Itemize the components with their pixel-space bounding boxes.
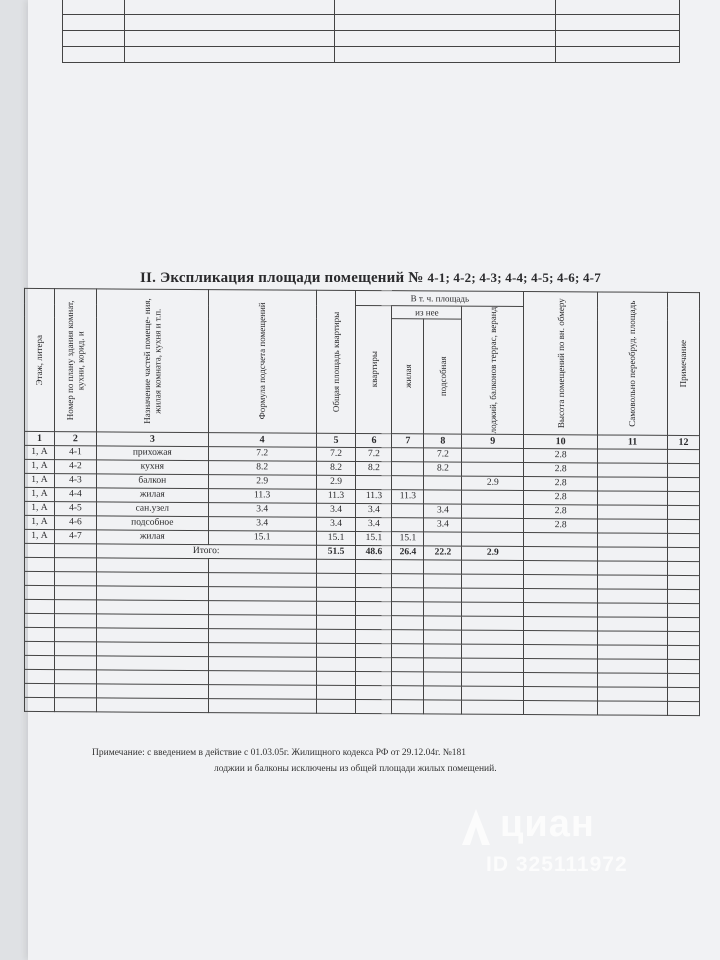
cell-empty bbox=[208, 600, 316, 615]
header-room-number: Номер по плану здания комнат, кухни, корид. и bbox=[54, 289, 96, 432]
cell-formula: 2.9 bbox=[208, 474, 316, 489]
cell-empty bbox=[25, 557, 55, 571]
cell-purpose: жилая bbox=[96, 487, 208, 502]
cell-empty bbox=[424, 699, 462, 713]
cell-height: 2.8 bbox=[524, 504, 598, 518]
cell-empty bbox=[667, 533, 699, 547]
header-loggia: лоджий, балконов террас, веранд bbox=[462, 306, 524, 434]
cell-empty bbox=[598, 644, 668, 658]
footnote-line-2: лоджии и балконы исключены из общей площади жилых помещений. bbox=[214, 764, 497, 774]
cell-empty bbox=[208, 642, 316, 657]
cell-total-area: 8.2 bbox=[316, 461, 356, 475]
cell-height bbox=[524, 532, 598, 546]
cell-empty bbox=[667, 603, 699, 617]
cell-empty bbox=[356, 699, 392, 713]
heading-title: II. Экспликация площади помещений № bbox=[140, 270, 424, 286]
cell-loggia-area bbox=[462, 532, 524, 546]
cell-empty bbox=[392, 601, 424, 615]
cell-empty bbox=[392, 643, 424, 657]
cell-empty bbox=[25, 697, 55, 711]
watermark-logo-icon bbox=[456, 805, 496, 849]
footnote-line-1: Примечание: с введением в действие с 01.03.05г. Жилищного кодекса РФ от 29.12.04г. №181 bbox=[92, 748, 467, 758]
cell-empty bbox=[316, 685, 356, 699]
cell-empty bbox=[96, 585, 208, 600]
cell-empty bbox=[208, 684, 316, 699]
cell-empty bbox=[356, 671, 392, 685]
cell-empty bbox=[524, 686, 598, 700]
cell-empty bbox=[667, 673, 699, 687]
cell-floor: 1, А bbox=[25, 473, 55, 487]
cell-empty bbox=[667, 449, 699, 463]
cell-formula: 3.4 bbox=[208, 516, 316, 531]
cell-empty bbox=[462, 686, 524, 700]
cell-empty bbox=[667, 659, 699, 673]
header-floor: Этаж, литера bbox=[25, 288, 55, 431]
cell-total-area: 15.1 bbox=[316, 531, 356, 545]
cell-empty bbox=[462, 700, 524, 714]
cell-empty bbox=[667, 463, 699, 477]
cell-floor: 1, А bbox=[25, 515, 55, 529]
cell-auxiliary-area bbox=[424, 489, 462, 503]
cell-empty bbox=[316, 657, 356, 671]
cell-empty bbox=[392, 685, 424, 699]
cell-loggia-area bbox=[462, 448, 524, 462]
cell-formula: 7.2 bbox=[208, 446, 316, 461]
cell-empty bbox=[96, 655, 208, 670]
cell-floor: 1, А bbox=[25, 501, 55, 515]
cell-empty bbox=[392, 615, 424, 629]
cell-total-area: 7.2 bbox=[316, 447, 356, 461]
cell-empty bbox=[96, 641, 208, 656]
cell-empty bbox=[598, 630, 668, 644]
cell-empty bbox=[524, 560, 598, 574]
header-living: жилая bbox=[392, 319, 424, 434]
cell-living-area: 11.3 bbox=[392, 489, 424, 503]
cell-empty bbox=[356, 559, 392, 573]
cell-formula: 15.1 bbox=[208, 530, 316, 545]
cell-empty bbox=[356, 587, 392, 601]
cell-empty bbox=[25, 613, 55, 627]
cell-empty bbox=[356, 615, 392, 629]
cell-empty bbox=[424, 615, 462, 629]
heading-room-numbers: 4-1; 4-2; 4-3; 4-4; 4-5; 4-6; 4-7 bbox=[427, 270, 601, 285]
cell-empty bbox=[598, 602, 668, 616]
cell-empty bbox=[54, 585, 96, 599]
cell-empty bbox=[208, 572, 316, 587]
cell-empty bbox=[208, 558, 316, 573]
cell-empty bbox=[667, 561, 699, 575]
cell-empty bbox=[25, 683, 55, 697]
cell-empty bbox=[54, 627, 96, 641]
header-note: Примечание bbox=[667, 292, 699, 435]
cell-living-area bbox=[392, 447, 424, 461]
cell-empty bbox=[54, 669, 96, 683]
cell-empty bbox=[392, 573, 424, 587]
totals-total: 51.5 bbox=[316, 545, 356, 559]
cell-empty bbox=[208, 698, 316, 713]
cell-room-number: 4-2 bbox=[54, 459, 96, 473]
footnote bbox=[92, 745, 692, 777]
cell-empty bbox=[667, 631, 699, 645]
totals-apartment: 48.6 bbox=[356, 545, 392, 559]
cell-empty bbox=[667, 701, 699, 715]
totals-label: Итого: bbox=[96, 543, 316, 558]
cell-empty bbox=[598, 658, 668, 672]
cell-height: 2.8 bbox=[524, 462, 598, 476]
cell-auxiliary-area: 3.4 bbox=[424, 517, 462, 531]
cell-empty bbox=[598, 518, 668, 532]
cell-empty bbox=[424, 671, 462, 685]
cell-room-number: 4-1 bbox=[54, 445, 96, 459]
cell-empty bbox=[356, 685, 392, 699]
cell-loggia-area bbox=[462, 462, 524, 476]
cell-empty bbox=[524, 644, 598, 658]
cell-empty bbox=[208, 614, 316, 629]
cell-purpose: сан.узел bbox=[96, 501, 208, 516]
cell-auxiliary-area: 3.4 bbox=[424, 503, 462, 517]
cell-living-area bbox=[392, 517, 424, 531]
cell-formula: 3.4 bbox=[208, 502, 316, 517]
cell-empty bbox=[96, 683, 208, 698]
cell-empty bbox=[462, 616, 524, 630]
cell-empty bbox=[667, 687, 699, 701]
cell-living-area bbox=[392, 503, 424, 517]
cell-empty bbox=[598, 462, 668, 476]
cell-auxiliary-area bbox=[424, 475, 462, 489]
cell-loggia-area bbox=[462, 490, 524, 504]
cell-empty bbox=[424, 629, 462, 643]
cell-loggia-area bbox=[462, 518, 524, 532]
header-total-area: Общая площадь квартиры bbox=[316, 290, 356, 433]
cell-empty bbox=[524, 588, 598, 602]
cell-total-area: 3.4 bbox=[316, 517, 356, 531]
cell-empty bbox=[598, 672, 668, 686]
cell-empty bbox=[524, 700, 598, 714]
cell-empty bbox=[424, 657, 462, 671]
column-number-row: 1 2 3 4 5 6 7 8 9 10 11 12 bbox=[25, 431, 700, 449]
cell-apartment-area: 3.4 bbox=[356, 517, 392, 531]
cell-empty bbox=[208, 656, 316, 671]
cell-empty bbox=[667, 519, 699, 533]
cell-room-number: 4-4 bbox=[54, 487, 96, 501]
cell-empty bbox=[462, 658, 524, 672]
cell-height: 2.8 bbox=[524, 476, 598, 490]
cell-auxiliary-area bbox=[424, 531, 462, 545]
watermark bbox=[456, 805, 676, 895]
cell-living-area bbox=[392, 475, 424, 489]
cell-empty bbox=[598, 490, 668, 504]
cell-empty bbox=[96, 697, 208, 712]
cell-floor: 1, А bbox=[25, 487, 55, 501]
cell-empty bbox=[667, 477, 699, 491]
cell-formula: 8.2 bbox=[208, 460, 316, 475]
cell-empty bbox=[25, 655, 55, 669]
cell-empty bbox=[424, 643, 462, 657]
cell-purpose: прихожая bbox=[96, 445, 208, 460]
cell-total-area: 3.4 bbox=[316, 503, 356, 517]
cell-empty bbox=[667, 589, 699, 603]
cell-empty bbox=[54, 599, 96, 613]
totals-auxiliary: 22.2 bbox=[424, 545, 462, 559]
cell-empty bbox=[316, 559, 356, 573]
cell-empty bbox=[54, 683, 96, 697]
cell-empty bbox=[667, 491, 699, 505]
cell-empty bbox=[667, 645, 699, 659]
cell-empty bbox=[392, 559, 424, 573]
cell-empty bbox=[316, 629, 356, 643]
cell-height: 2.8 bbox=[524, 518, 598, 532]
cell-empty bbox=[316, 601, 356, 615]
cell-loggia-area: 2.9 bbox=[462, 476, 524, 490]
cell-empty bbox=[54, 557, 96, 571]
cell-empty bbox=[208, 586, 316, 601]
cell-empty bbox=[392, 699, 424, 713]
cell-purpose: жилая bbox=[96, 529, 208, 544]
cell-auxiliary-area: 7.2 bbox=[424, 447, 462, 461]
cell-empty bbox=[316, 615, 356, 629]
cell-empty bbox=[524, 672, 598, 686]
cell-empty bbox=[25, 571, 55, 585]
cell-empty bbox=[96, 613, 208, 628]
cell-empty bbox=[356, 643, 392, 657]
cell-empty bbox=[392, 671, 424, 685]
cell-floor: 1, А bbox=[25, 459, 55, 473]
header-group-area: В т. ч. площадь bbox=[356, 290, 524, 306]
cell-empty bbox=[667, 575, 699, 589]
cell-auxiliary-area: 8.2 bbox=[424, 461, 462, 475]
area-explication-table bbox=[24, 288, 700, 716]
cell-empty bbox=[392, 629, 424, 643]
cell-empty bbox=[524, 574, 598, 588]
cell-purpose: подсобное bbox=[96, 515, 208, 530]
cell-empty bbox=[598, 588, 668, 602]
cell-empty bbox=[54, 571, 96, 585]
header-auxiliary: подсобная bbox=[424, 319, 462, 434]
cell-empty bbox=[598, 560, 668, 574]
cell-empty bbox=[392, 587, 424, 601]
cell-apartment-area: 11.3 bbox=[356, 489, 392, 503]
header-of-it: из нее bbox=[392, 306, 462, 320]
cell-purpose: балкон bbox=[96, 473, 208, 488]
cell-empty bbox=[356, 601, 392, 615]
cell-empty bbox=[96, 599, 208, 614]
cell-empty bbox=[316, 699, 356, 713]
cell-empty bbox=[462, 644, 524, 658]
cell-empty bbox=[316, 587, 356, 601]
cell-empty bbox=[424, 601, 462, 615]
cell-room-number: 4-3 bbox=[54, 473, 96, 487]
cell-empty bbox=[524, 658, 598, 672]
cell-empty bbox=[54, 655, 96, 669]
cell-empty bbox=[598, 448, 668, 462]
cell-empty bbox=[598, 532, 668, 546]
cell-empty bbox=[462, 630, 524, 644]
cell-empty bbox=[598, 616, 668, 630]
cell-apartment-area: 8.2 bbox=[356, 461, 392, 475]
cell-empty bbox=[208, 628, 316, 643]
cell-empty bbox=[598, 476, 668, 490]
cell-empty bbox=[25, 641, 55, 655]
cell-loggia-area bbox=[462, 504, 524, 518]
cell-total-area: 11.3 bbox=[316, 489, 356, 503]
cell-floor: 1, А bbox=[25, 445, 55, 459]
cell-empty bbox=[598, 504, 668, 518]
cell-empty bbox=[316, 573, 356, 587]
header-formula: Формула подсчета помещений bbox=[208, 290, 316, 433]
cell-empty bbox=[25, 599, 55, 613]
header-self-made: Самовольно переобруд. площадь bbox=[598, 292, 668, 435]
cell-empty bbox=[96, 669, 208, 684]
cell-empty bbox=[25, 585, 55, 599]
cell-empty bbox=[96, 557, 208, 572]
cell-empty bbox=[524, 602, 598, 616]
cell-empty bbox=[462, 602, 524, 616]
cell-empty bbox=[667, 505, 699, 519]
cell-empty bbox=[424, 685, 462, 699]
watermark-id: ID 325111972 bbox=[486, 853, 628, 876]
cell-apartment-area bbox=[356, 475, 392, 489]
cell-apartment-area: 3.4 bbox=[356, 503, 392, 517]
cell-empty bbox=[316, 671, 356, 685]
cell-empty bbox=[96, 627, 208, 642]
cell-height: 2.8 bbox=[524, 490, 598, 504]
cell-apartment-area: 7.2 bbox=[356, 447, 392, 461]
totals-loggia: 2.9 bbox=[462, 546, 524, 560]
header-height: Высота помещений по вн. обмеру bbox=[524, 291, 598, 434]
cell-empty bbox=[392, 657, 424, 671]
cell-empty bbox=[54, 613, 96, 627]
totals-living: 26.4 bbox=[392, 545, 424, 559]
cell-empty bbox=[524, 616, 598, 630]
cell-floor: 1, А bbox=[25, 529, 55, 543]
cell-formula: 11.3 bbox=[208, 488, 316, 503]
cell-living-area bbox=[392, 461, 424, 475]
previous-table-fragment bbox=[62, 0, 680, 63]
cell-empty bbox=[424, 573, 462, 587]
cell-empty bbox=[316, 643, 356, 657]
cell-empty bbox=[54, 697, 96, 711]
cell-empty bbox=[25, 669, 55, 683]
header-purpose: Назначение частей помеще- ния, жилая комната, кухня и т.п. bbox=[96, 289, 208, 432]
cell-room-number: 4-6 bbox=[54, 515, 96, 529]
cell-total-area: 2.9 bbox=[316, 475, 356, 489]
watermark-word: циан bbox=[500, 803, 595, 845]
cell-empty bbox=[462, 672, 524, 686]
cell-empty bbox=[424, 587, 462, 601]
cell-room-number: 4-5 bbox=[54, 501, 96, 515]
cell-empty bbox=[356, 573, 392, 587]
cell-empty bbox=[598, 574, 668, 588]
cell-empty bbox=[96, 571, 208, 586]
cell-empty bbox=[462, 560, 524, 574]
cell-empty bbox=[462, 588, 524, 602]
cell-room-number: 4-7 bbox=[54, 529, 96, 543]
cell-purpose: кухня bbox=[96, 459, 208, 474]
cell-empty bbox=[524, 630, 598, 644]
cell-empty bbox=[54, 641, 96, 655]
section-heading bbox=[140, 270, 720, 287]
cell-empty bbox=[667, 617, 699, 631]
cell-empty bbox=[25, 627, 55, 641]
cell-apartment-area: 15.1 bbox=[356, 531, 392, 545]
cell-empty bbox=[356, 657, 392, 671]
cell-empty bbox=[598, 686, 668, 700]
cell-empty bbox=[598, 700, 668, 714]
cell-living-area: 15.1 bbox=[392, 531, 424, 545]
cell-empty bbox=[462, 574, 524, 588]
header-apartment: квартиры bbox=[356, 305, 392, 433]
cell-empty bbox=[356, 629, 392, 643]
cell-empty bbox=[424, 559, 462, 573]
cell-empty bbox=[208, 670, 316, 685]
cell-height: 2.8 bbox=[524, 448, 598, 462]
